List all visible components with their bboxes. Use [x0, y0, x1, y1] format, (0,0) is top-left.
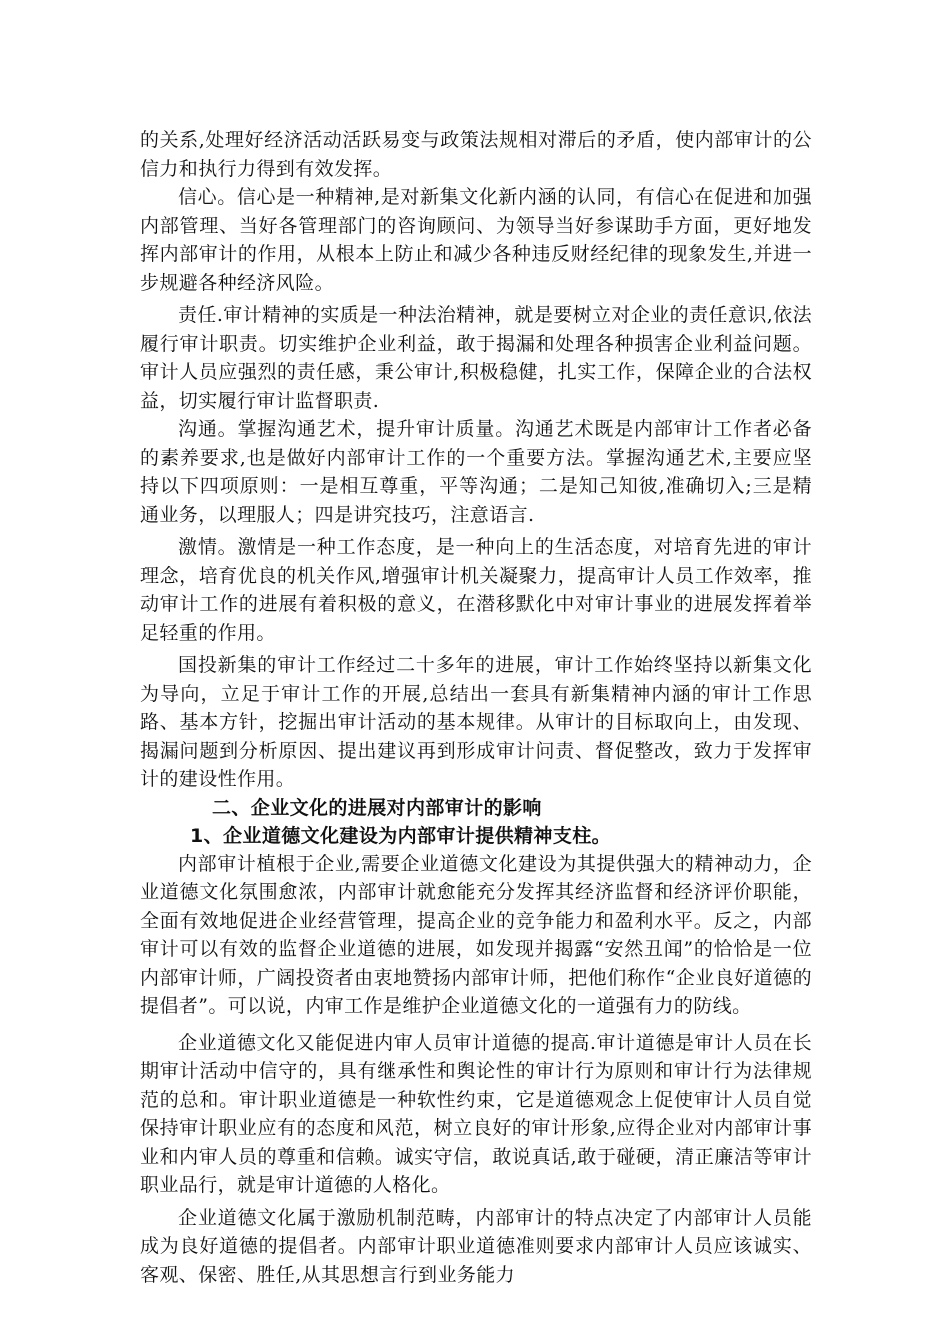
paragraph-responsibility: 责任.审计精神的实质是一种法治精神，就是要树立对企业的责任意识,依法履行审计职责。切实维护企业利益，敢于揭漏和处理各种损害企业利益问题。审计人员应强烈的责任感，秉公审计,积极稳健，扎实工作，保障企业的合法权益，切实履行审计监督职责.	[140, 304, 812, 412]
paragraph-communication: 沟通。掌握沟通艺术，提升审计质量。沟通艺术既是内部审计工作者必备的素养要求,也是做好内部审计工作的一个重要方法。掌握沟通艺术,主要应坚持以下四项原则：一是相互尊重，平等沟通；二是知己知彼,准确切入;三是精通业务，以理服人；四是讲究技巧，注意语言.	[140, 418, 812, 526]
paragraph-incentive-mechanism: 企业道德文化属于激励机制范畴，内部审计的特点决定了内部审计人员能成为良好道德的提倡者。内部审计职业道德准则要求内部审计人员应该诚实、客观、保密、胜任,从其思想言行到业务能力	[140, 1206, 812, 1286]
paragraph-audit-ethics: 企业道德文化又能促进内审人员审计道德的提高.审计道德是审计人员在长期审计活动中信守的，具有继承性和舆论性的审计行为原则和审计行为法律规范的总和。审计职业道德是一种软性约束，它是道德观念上促使审计人员自觉保持审计职业应有的态度和风范，树立良好的审计形象,应得企业对内部审计事业和内审人员的尊重和信赖。诚实守信，敢说真话,敢于碰硬，清正廉洁等审计职业品行，就是审计道德的人格化。	[140, 1031, 812, 1196]
paragraph-continuation: 的关系,处理好经济活动活跃易变与政策法规相对滞后的矛盾，使内部审计的公信力和执行力得到有效发挥。	[140, 129, 812, 180]
document-body	[140, 126, 812, 1289]
paragraph-confidence: 信心。信心是一种精神,是对新集文化新内涵的认同，有信心在促进和加强内部管理、当好各管理部门的咨询顾问、为领导当好参谋助手方面，更好地发挥内部审计的作用，从根本上防止和减少各种违反财经纪律的现象发生,并进一步规避各种经济风险。	[140, 186, 812, 294]
paragraph-internal-audit-rooted: 内部审计植根于企业,需要企业道德文化建设为其提供强大的精神动力，企业道德文化氛围愈浓，内部审计就愈能充分发挥其经济监督和经济评价职能，全面有效地促进企业经营管理，提高企业的竞争能力和盈利水平。反之，内部审计可以有效的监督企业道德的进展，如发现并揭露“安然丑闻”的恰恰是一位内部审计师，广阔投资者由衷地赞扬内部审计师，把他们称作“企业良好道德的提倡者”。可以说，内审工作是维护企业道德文化的一道强有力的防线。	[140, 852, 812, 1017]
subsection-heading: 1、企业道德文化建设为内部审计提供精神支柱。	[190, 824, 612, 847]
paragraph-passion: 激情。激情是一种工作态度，是一种向上的生活态度，对培育先进的审计理念，培育优良的机关作风,增强审计机关凝聚力，提高审计人员工作效率，推动审计工作的进展有着积极的意义，在潜移默化中对审计事业的进展发挥着举足轻重的作用。	[140, 536, 812, 644]
section-heading: 二、企业文化的进展对内部审计的影响	[212, 796, 542, 819]
paragraph-guotou-xinji: 国投新集的审计工作经过二十多年的进展，审计工作始终坚持以新集文化为导向，立足于审计工作的开展,总结出一套具有新集精神内涵的审计工作思路、基本方针，挖掘出审计活动的基本规律。从审计的目标取向上，由发现、揭漏问题到分析原因、提出建议再到形成审计问责、督促整改，致力于发挥审计的建设性作用。	[140, 654, 812, 790]
